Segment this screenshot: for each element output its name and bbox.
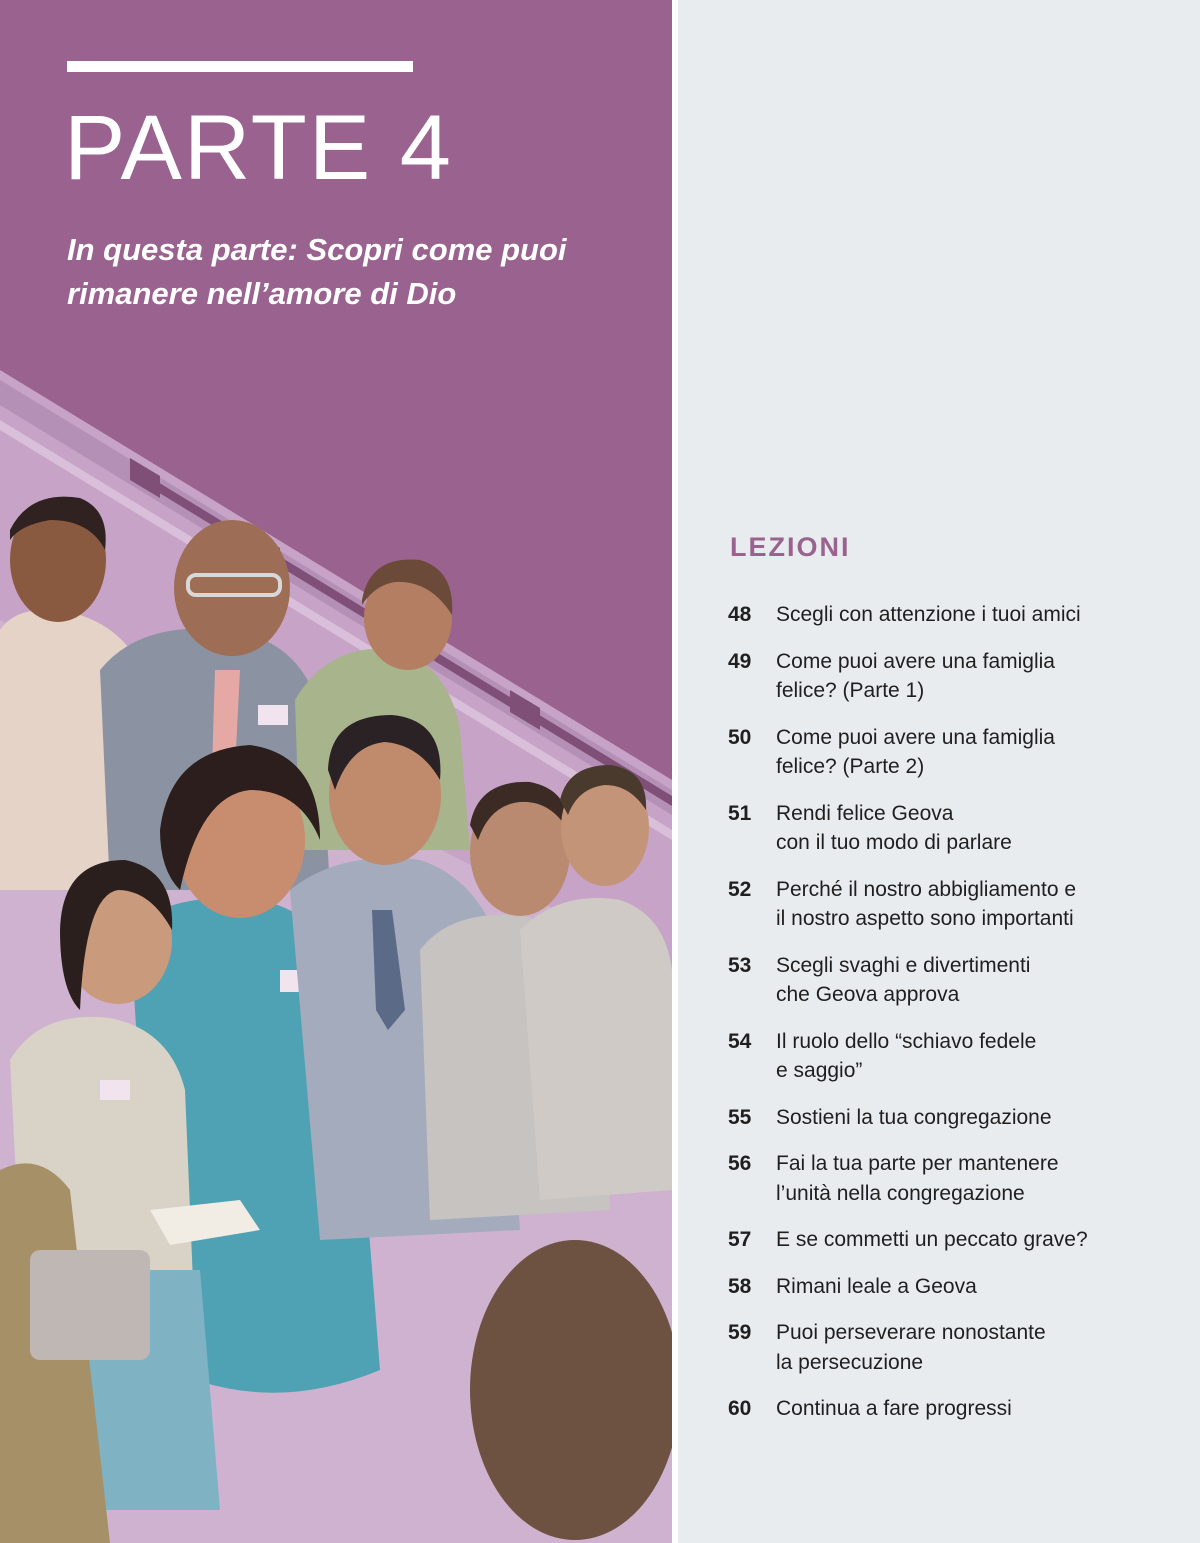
- part-subtitle: In questa parte: Scopri come puoi rimanere nell’amore di Dio: [67, 232, 567, 311]
- lessons-heading: LEZIONI: [730, 532, 851, 562]
- lesson-number: 54: [728, 1029, 752, 1053]
- lesson-number: 58: [728, 1274, 752, 1298]
- lesson-title: Rendi felice Geova con il tuo modo di parlare: [776, 801, 1012, 854]
- lesson-item-52[interactable]: [728, 875, 1168, 934]
- lesson-item-56[interactable]: [728, 1149, 1168, 1208]
- lesson-number: 55: [728, 1105, 752, 1129]
- lesson-item-59[interactable]: [728, 1318, 1168, 1377]
- lesson-number: 60: [728, 1397, 752, 1420]
- title-rule: [67, 61, 413, 72]
- lesson-item-48[interactable]: [728, 600, 1168, 630]
- lesson-number: 59: [728, 1321, 752, 1344]
- lesson-number: 48: [728, 603, 752, 626]
- lesson-number: 57: [728, 1228, 752, 1251]
- lesson-number: 53: [728, 953, 752, 977]
- part-title: PARTE 4: [64, 97, 453, 199]
- lesson-number: 52: [728, 877, 752, 901]
- lesson-title: Fai la tua parte per mantenere l’unità nella congregazione: [776, 1152, 1059, 1205]
- lesson-number: 56: [728, 1152, 752, 1175]
- lesson-title: Perché il nostro abbigliamento e il nostro aspetto sono importanti: [776, 877, 1077, 930]
- lesson-number: 50: [728, 725, 752, 749]
- lesson-title: Il ruolo dello “schiavo fedele e saggio”: [776, 1029, 1037, 1082]
- lesson-item-50[interactable]: [728, 723, 1168, 782]
- congregation-illustration: [0, 370, 672, 1543]
- lesson-title: Scegli con attenzione i tuoi amici: [776, 603, 1081, 626]
- lesson-list: [728, 600, 1168, 1441]
- lesson-title: Rimani leale a Geova: [776, 1274, 977, 1298]
- lesson-title: E se commetti un peccato grave?: [776, 1228, 1088, 1251]
- lesson-item-58[interactable]: [728, 1272, 1168, 1302]
- lesson-number: 49: [728, 649, 752, 673]
- lesson-item-57[interactable]: [728, 1225, 1168, 1255]
- lesson-item-53[interactable]: [728, 951, 1168, 1010]
- lesson-title: Come puoi avere una famiglia felice? (Parte 1): [776, 649, 1055, 702]
- lesson-number: 51: [728, 801, 752, 825]
- lesson-title: Scegli svaghi e divertimenti che Geova approva: [776, 953, 1031, 1006]
- lesson-title: Puoi perseverare nonostante la persecuzione: [776, 1321, 1046, 1374]
- lesson-item-60[interactable]: [728, 1394, 1168, 1424]
- lesson-item-55[interactable]: [728, 1103, 1168, 1133]
- lesson-title: Sostieni la tua congregazione: [776, 1105, 1052, 1129]
- lesson-item-49[interactable]: [728, 647, 1168, 706]
- lesson-title: Continua a fare progressi: [776, 1397, 1012, 1420]
- lesson-title: Come puoi avere una famiglia felice? (Parte 2): [776, 725, 1055, 778]
- lesson-item-54[interactable]: [728, 1027, 1168, 1086]
- lesson-item-51[interactable]: [728, 799, 1168, 858]
- lessons-panel: [678, 0, 1200, 1543]
